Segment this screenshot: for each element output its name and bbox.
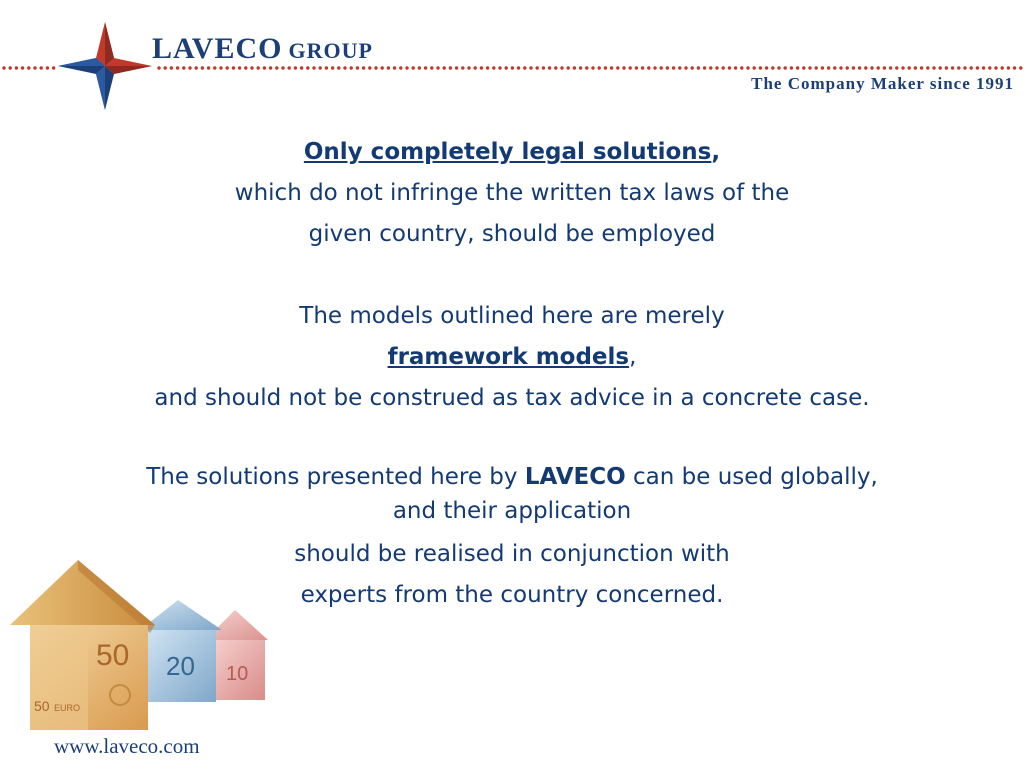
comma: ,: [629, 344, 637, 370]
paragraph-1-line-2: which do not infringe the written tax laws of the: [234, 180, 790, 206]
paragraph-3-line-2: and their application: [392, 498, 632, 524]
paragraph-3-line-4: experts from the country concerned.: [300, 582, 724, 608]
comma: ,: [711, 139, 721, 165]
paragraph-2-line-2: [40, 337, 984, 378]
dotted-divider: [0, 62, 1024, 74]
euro-note-houses-image: [0, 545, 290, 735]
svg-text:20: 20: [166, 651, 195, 681]
brand-name: LAVECO: [524, 464, 626, 490]
framework-models-link[interactable]: framework models: [387, 344, 630, 370]
tagline: The Company Maker since 1991: [751, 74, 1014, 93]
paragraph-2-line-1: The models outlined here are merely: [299, 303, 725, 329]
svg-text:EURO: EURO: [54, 703, 81, 713]
paragraph-3-line-3: should be realised in conjunction with: [294, 541, 730, 567]
svg-text:50: 50: [34, 698, 50, 714]
website-url[interactable]: www.laveco.com: [54, 734, 200, 758]
paragraph-1-line-1: [40, 132, 984, 173]
paragraph-2-line-3: and should not be construed as tax advice in a concrete case.: [154, 385, 870, 411]
company-name-main: LAVECO: [152, 32, 283, 65]
main-content: [40, 132, 984, 616]
company-name: [152, 32, 373, 66]
paragraph-3-line-1: The solutions presented here by LAVECO can be used globally,: [146, 464, 878, 490]
svg-text:50: 50: [96, 639, 130, 672]
legal-solutions-link[interactable]: Only completely legal solutions: [303, 139, 712, 165]
paragraph-1-line-3: given country, should be employed: [308, 221, 716, 247]
company-name-suffix: GROUP: [288, 38, 373, 63]
svg-text:10: 10: [226, 663, 249, 685]
